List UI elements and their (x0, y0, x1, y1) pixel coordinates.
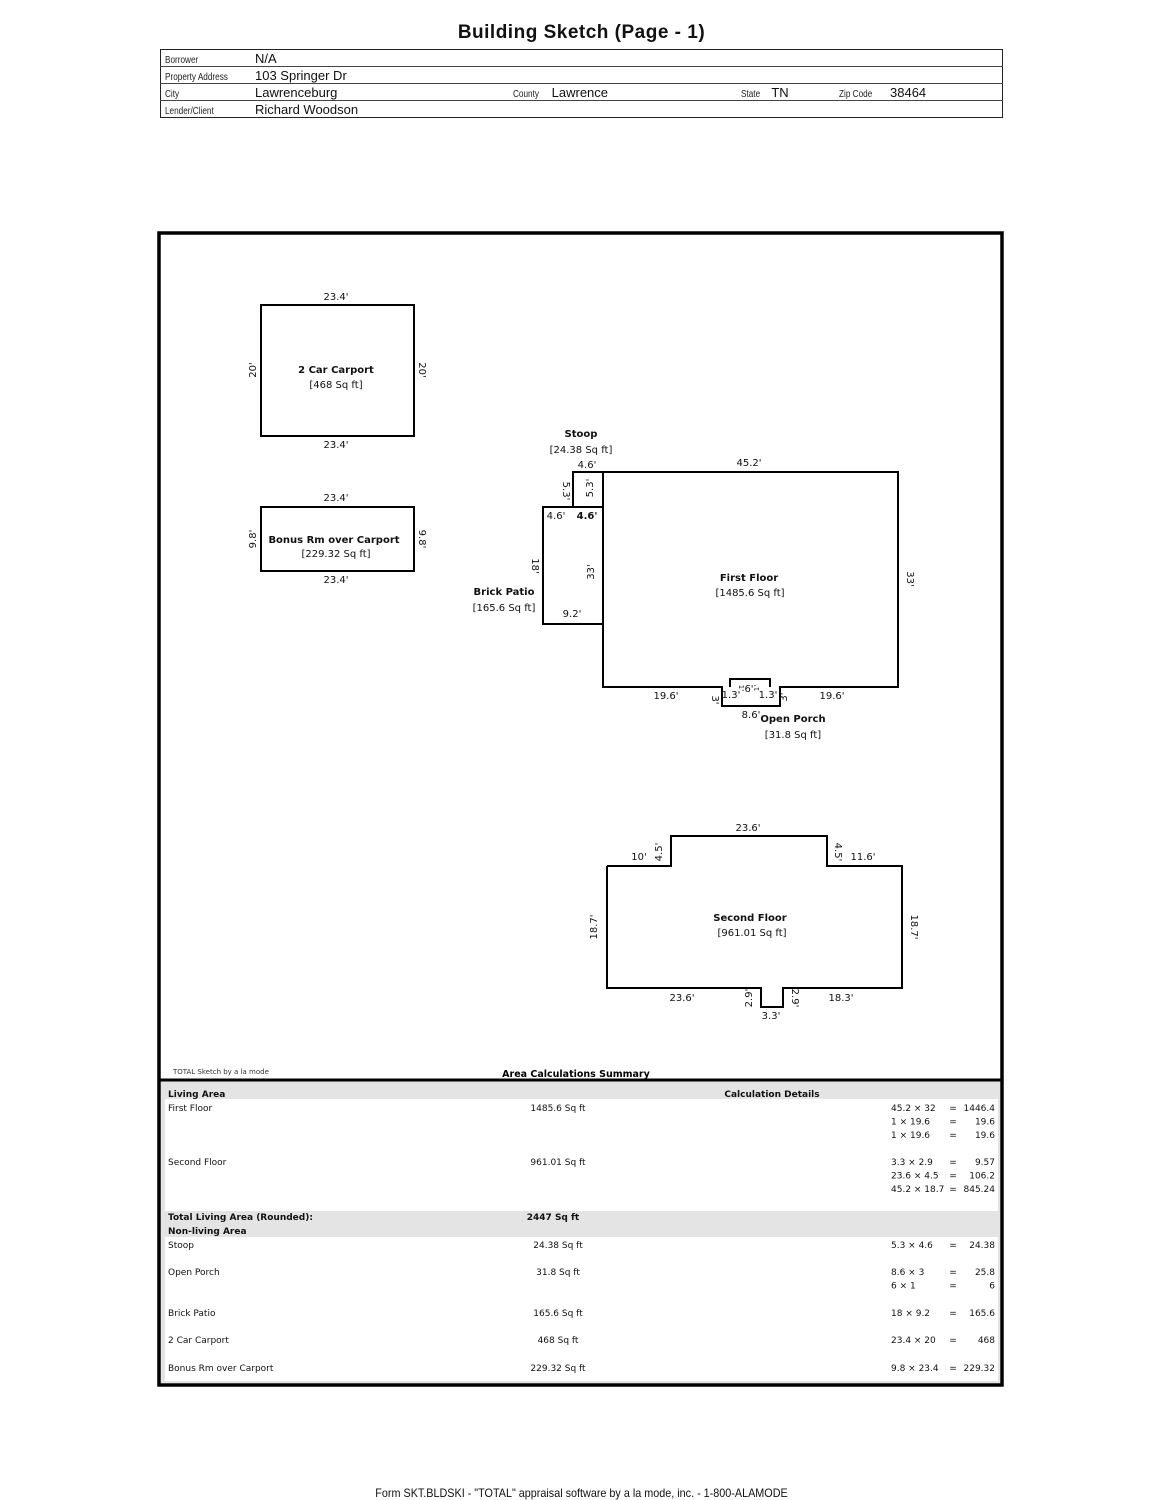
state-value: TN (771, 85, 789, 100)
county-label: County (513, 89, 539, 100)
calc-result: 845.24 (963, 1185, 995, 1195)
area-row-value: 961.01 Sq ft (530, 1158, 586, 1168)
calc-expression: 5.3 × 4.6 (891, 1241, 933, 1251)
second-floor-notch-right-dim: 2.9' (789, 988, 800, 1008)
lender-label: Lender/Client (165, 106, 214, 117)
total-living-value: 2447 Sq ft (526, 1213, 580, 1223)
calc-equals: = (949, 1104, 957, 1114)
area-row-value: 468 Sq ft (537, 1336, 579, 1346)
second-floor-left-step-dim: 4.5' (654, 842, 665, 862)
calc-result: 1446.4 (963, 1104, 995, 1114)
porch-area: [31.8 Sq ft] (764, 730, 822, 741)
stoop-left-dim: 5.3' (560, 481, 571, 501)
carport-name: 2 Car Carport (298, 365, 374, 376)
calc-expression: 1 × 19.6 (891, 1117, 931, 1128)
carport-left-dim: 20' (248, 362, 259, 378)
second-floor-name: Second Floor (713, 913, 787, 924)
area-row-value: 165.6 Sq ft (533, 1309, 583, 1319)
calc-expression: 6 × 1 (891, 1281, 916, 1292)
patio-area: [165.6 Sq ft] (472, 603, 536, 614)
county-value: Lawrence (551, 85, 609, 100)
calc-equals: = (949, 1281, 957, 1292)
second-floor-notch-left-dim: 2.9' (744, 988, 755, 1008)
stoop-bottom-dim-a: 4.6' (546, 511, 566, 522)
second-floor-left-dim: 18.7' (589, 914, 600, 940)
calc-expression: 3.3 × 2.9 (891, 1158, 933, 1168)
calc-result: 19.6 (974, 1117, 995, 1128)
calc-expression: 18 × 9.2 (891, 1309, 931, 1319)
area-row-value: 1485.6 Sq ft (530, 1104, 586, 1114)
city-label: City (165, 89, 180, 100)
city-value: Lawrenceburg (255, 85, 338, 100)
calc-expression: 45.2 × 18.7 (891, 1185, 945, 1195)
calc-expression: 23.6 × 4.5 (891, 1171, 939, 1182)
patio-name: Brick Patio (473, 587, 535, 598)
calc-result: 229.32 (963, 1364, 995, 1374)
stoop-top-dim: 4.6' (577, 460, 597, 471)
area-row-name: Open Porch (168, 1268, 220, 1278)
first-floor-name: First Floor (719, 573, 779, 584)
borrower-value: N/A (255, 51, 277, 66)
stoop-right-dim: 5.3' (585, 478, 596, 498)
second-floor-top-dim: 23.6' (735, 823, 761, 834)
second-floor-right-dim: 18.7' (908, 914, 919, 940)
patio-side-dim: 18' (529, 558, 540, 574)
area-row-value: 31.8 Sq ft (536, 1268, 580, 1278)
second-floor-area: [961.01 Sq ft] (717, 928, 787, 939)
first-floor-bottom-right-dim: 19.6' (819, 691, 845, 702)
area-row-value: 24.38 Sq ft (533, 1241, 583, 1251)
nonliving-area-header: Non-living Area (168, 1227, 247, 1237)
area-row-name: 2 Car Carport (168, 1336, 229, 1346)
porch-left-depth-dim: 3' (709, 695, 720, 705)
address-value: 103 Springer Dr (255, 68, 347, 83)
address-label: Property Address (165, 72, 228, 83)
stoop-name: Stoop (564, 429, 598, 440)
bonus-left-dim: 9.8' (248, 529, 259, 549)
bonus-area: [229.32 Sq ft] (301, 549, 371, 560)
calc-equals: = (949, 1241, 957, 1251)
second-floor-bottom-left-dim: 23.6' (669, 993, 695, 1004)
first-floor-top-dim: 45.2' (736, 458, 762, 469)
zip-value: 38464 (890, 85, 927, 100)
form-footer: Form SKT.BLDSKI - "TOTAL" appraisal software by a la mode, inc. - 1-800-ALAMODE (375, 1486, 788, 1500)
second-floor-top-right-dim: 11.6' (850, 852, 876, 863)
carport-right-dim: 20' (416, 362, 427, 378)
porch-left-offset-dim: 1.3' (721, 690, 741, 701)
area-row-value: 229.32 Sq ft (530, 1364, 586, 1374)
carport-bottom-dim: 23.4' (323, 440, 349, 451)
calc-equals: = (949, 1171, 957, 1182)
lender-value: Richard Woodson (255, 102, 359, 117)
first-floor-right-dim: 33' (904, 571, 915, 587)
calc-equals: = (949, 1131, 957, 1141)
calc-result: 24.38 (969, 1241, 995, 1251)
zip-label: Zip Code (839, 89, 873, 100)
calc-result: 106.2 (969, 1171, 995, 1182)
bonus-name: Bonus Rm over Carport (268, 535, 400, 546)
calc-equals: = (949, 1364, 957, 1374)
calc-expression: 1 × 19.6 (891, 1131, 931, 1141)
stoop-bottom-dim-b: 4.6' (576, 511, 598, 522)
calc-result: 6 (989, 1281, 995, 1292)
calc-equals: = (949, 1185, 957, 1195)
porch-bottom-dim: 8.6' (741, 710, 761, 721)
patio-inner-dim: 33' (586, 564, 597, 580)
stoop-area: [24.38 Sq ft] (549, 445, 613, 456)
borrower-label: Borrower (165, 55, 199, 66)
calc-equals: = (949, 1268, 957, 1278)
first-floor-bottom-left-dim: 19.6' (653, 691, 679, 702)
first-floor-area: [1485.6 Sq ft] (715, 588, 785, 599)
second-floor-top-left-dim: 10' (631, 852, 647, 863)
calc-result: 25.8 (974, 1268, 995, 1278)
porch-left-step-dim: 1' (737, 684, 745, 692)
area-row-name: Stoop (168, 1241, 194, 1251)
calc-expression: 23.4 × 20 (891, 1336, 936, 1346)
calc-expression: 45.2 × 32 (891, 1104, 936, 1114)
calc-details-header: Calculation Details (724, 1090, 820, 1100)
living-block (165, 1099, 998, 1211)
patio-bottom-dim: 9.2' (562, 609, 582, 620)
summary-title: Area Calculations Summary (502, 1069, 650, 1080)
porch-width-dim: 6' (744, 684, 754, 695)
calc-result: 19.6 (974, 1131, 995, 1141)
second-floor-bottom-right-dim: 18.3' (828, 993, 854, 1004)
porch-name: Open Porch (760, 714, 826, 725)
bonus-bottom-dim: 23.4' (323, 575, 349, 586)
bonus-top-dim: 23.4' (323, 493, 349, 504)
porch-right-depth-dim: 3' (779, 692, 790, 702)
page-title: Building Sketch (Page - 1) (457, 22, 706, 43)
calc-expression: 9.8 × 23.4 (891, 1364, 939, 1374)
porch-right-offset-dim: 1.3' (758, 690, 778, 701)
bonus-right-dim: 9.8' (416, 529, 427, 549)
area-row-name: Brick Patio (168, 1309, 216, 1319)
area-row-name: First Floor (168, 1104, 213, 1114)
carport-area: [468 Sq ft] (309, 380, 363, 391)
total-living-label: Total Living Area (Rounded): (168, 1213, 313, 1223)
calc-result: 9.57 (974, 1158, 995, 1168)
state-label: State (741, 89, 761, 100)
carport-top-dim: 23.4' (323, 292, 349, 303)
area-row-name: Bonus Rm over Carport (168, 1364, 274, 1374)
second-floor-right-step-dim: 4.5' (832, 842, 843, 862)
calc-expression: 8.6 × 3 (891, 1268, 925, 1278)
calc-equals: = (949, 1309, 957, 1319)
calc-equals: = (949, 1158, 957, 1168)
calc-result: 468 (977, 1336, 995, 1346)
living-area-header: Living Area (168, 1090, 226, 1100)
calc-equals: = (949, 1336, 957, 1346)
sketch-credit: TOTAL Sketch by a la mode (173, 1068, 269, 1076)
calc-result: 165.6 (969, 1309, 995, 1319)
second-floor-notch-bottom-dim: 3.3' (761, 1011, 781, 1022)
porch-right-step-dim: 1' (753, 684, 761, 692)
area-row-name: Second Floor (168, 1158, 227, 1168)
calc-equals: = (949, 1117, 957, 1128)
